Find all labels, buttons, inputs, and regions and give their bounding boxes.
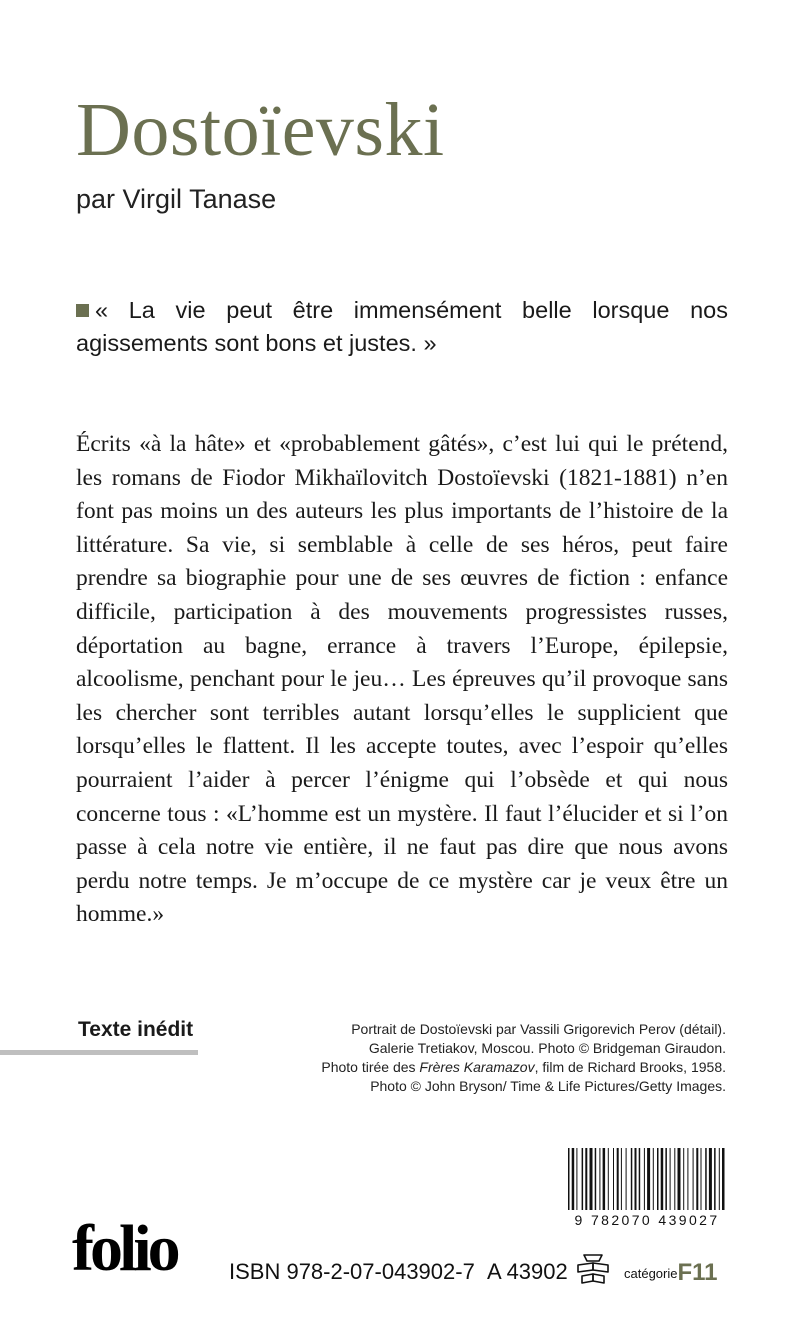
summary-paragraph: Écrits «à la hâte» et «probablement gâtés», c’est lui qui le prétend, les romans de Fiodor Mikhaïlovitch Dostoïevski (1821-1881) n’en font pas moins un des auteurs les plus importants de l’histoire de la littérature. Sa vie, si semblable à celle de ses héros, peut faire prendre sa biographie pour une de ses œuvres de fiction : enfance difficile, participation à des mouvements progressistes russes, déportation au bagne, errance à travers l’Europe, épilepsie, alcoolisme, penchant pour le jeu… Les épreuves qu’il provoque sans les chercher sont terribles autant lorsqu’elles le supplicient que lorsqu’elles le flattent. Il les accepte toutes, avec l’espoir qu’elles pourraient l’aider à percer l’énigme qui l’obsède et qui nous concerne tous : «L’homme est un mystère. Il faut l’élucider et si l’on passe à cela notre vie entière, il ne faut pas dire que nous avons perdu notre temps. Je m’occupe de ce mystère car je veux être un homme.» [76, 431, 728, 928]
barcode-bar [674, 1148, 675, 1210]
barcode-bar [696, 1148, 698, 1210]
barcode-bar [653, 1148, 654, 1210]
credit-line: Galerie Tretiakov, Moscou. Photo © Bridgeman Giraudon. [368, 1040, 726, 1056]
barcode-bar [572, 1148, 575, 1210]
barcode-bar [644, 1148, 645, 1210]
publisher-logo: folio [72, 1212, 177, 1285]
barcode-bar [693, 1148, 694, 1210]
category-value: F11 [677, 1259, 718, 1286]
barcode-bar [617, 1148, 619, 1210]
epigraph-text: « La vie peut être immensément belle lorsque nos agissements sont bons et justes. » [76, 297, 728, 356]
barcode-digits: 9 782070 439027 [566, 1212, 728, 1228]
category-badge [624, 1259, 718, 1287]
barcode-bar [687, 1148, 688, 1210]
barcode-bar [657, 1148, 659, 1210]
barcode-bar [635, 1148, 637, 1210]
square-bullet-icon [76, 304, 89, 317]
edition-label: Texte inédit [78, 1018, 194, 1041]
barcode-bar [582, 1148, 584, 1210]
book-title: Dostoïevski [76, 88, 445, 172]
barcode-bar [595, 1148, 597, 1210]
barcode-bar [621, 1148, 622, 1210]
barcode-bar [585, 1148, 587, 1210]
barcode-bar [603, 1148, 606, 1210]
credit-line [266, 1058, 726, 1077]
epigraph-quote [76, 294, 728, 360]
barcode-bar [705, 1148, 707, 1210]
barcode-bar [722, 1148, 725, 1210]
barcode-bar [626, 1148, 627, 1210]
credit-text: Photo tirée des [321, 1059, 420, 1075]
summary-text [76, 428, 728, 932]
edition-divider [0, 1050, 198, 1055]
credit-text: , film de Richard Brooks, 1958. [534, 1059, 726, 1075]
barcode-bar [714, 1148, 716, 1210]
photo-credits [266, 1020, 726, 1096]
book-author: par Virgil Tanase [76, 184, 277, 214]
barcode-bar [678, 1148, 681, 1210]
barcode-bar [590, 1148, 593, 1210]
barcode-bar [683, 1148, 684, 1210]
barcode-bar [701, 1148, 702, 1210]
barcode-bar [661, 1148, 664, 1210]
barcode [566, 1148, 728, 1218]
credit-line: Portrait de Dostoïevski par Vassili Grigorevich Perov (détail). [351, 1021, 726, 1037]
isbn-number: ISBN 978-2-07-043902-7 [229, 1259, 475, 1284]
barcode-bar [665, 1148, 667, 1210]
category-label: catégorie [624, 1266, 678, 1281]
stacked-books-icon [574, 1251, 612, 1287]
barcode-bar [576, 1148, 577, 1210]
barcode-bar [631, 1148, 633, 1210]
barcode-bar [709, 1148, 712, 1210]
product-code: A 43902 [487, 1259, 568, 1284]
barcode-bar [647, 1148, 650, 1210]
barcode-bar [613, 1148, 614, 1210]
credit-line: Photo © John Bryson/ Time & Life Pictures/Getty Images. [370, 1078, 726, 1094]
film-title: Frères Karamazov [419, 1059, 535, 1075]
barcode-bar [608, 1148, 609, 1210]
barcode-bar [599, 1148, 600, 1210]
barcode-bar [568, 1148, 570, 1210]
barcode-bar [670, 1148, 671, 1210]
barcode-bar [719, 1148, 720, 1210]
barcode-bar [639, 1148, 641, 1210]
